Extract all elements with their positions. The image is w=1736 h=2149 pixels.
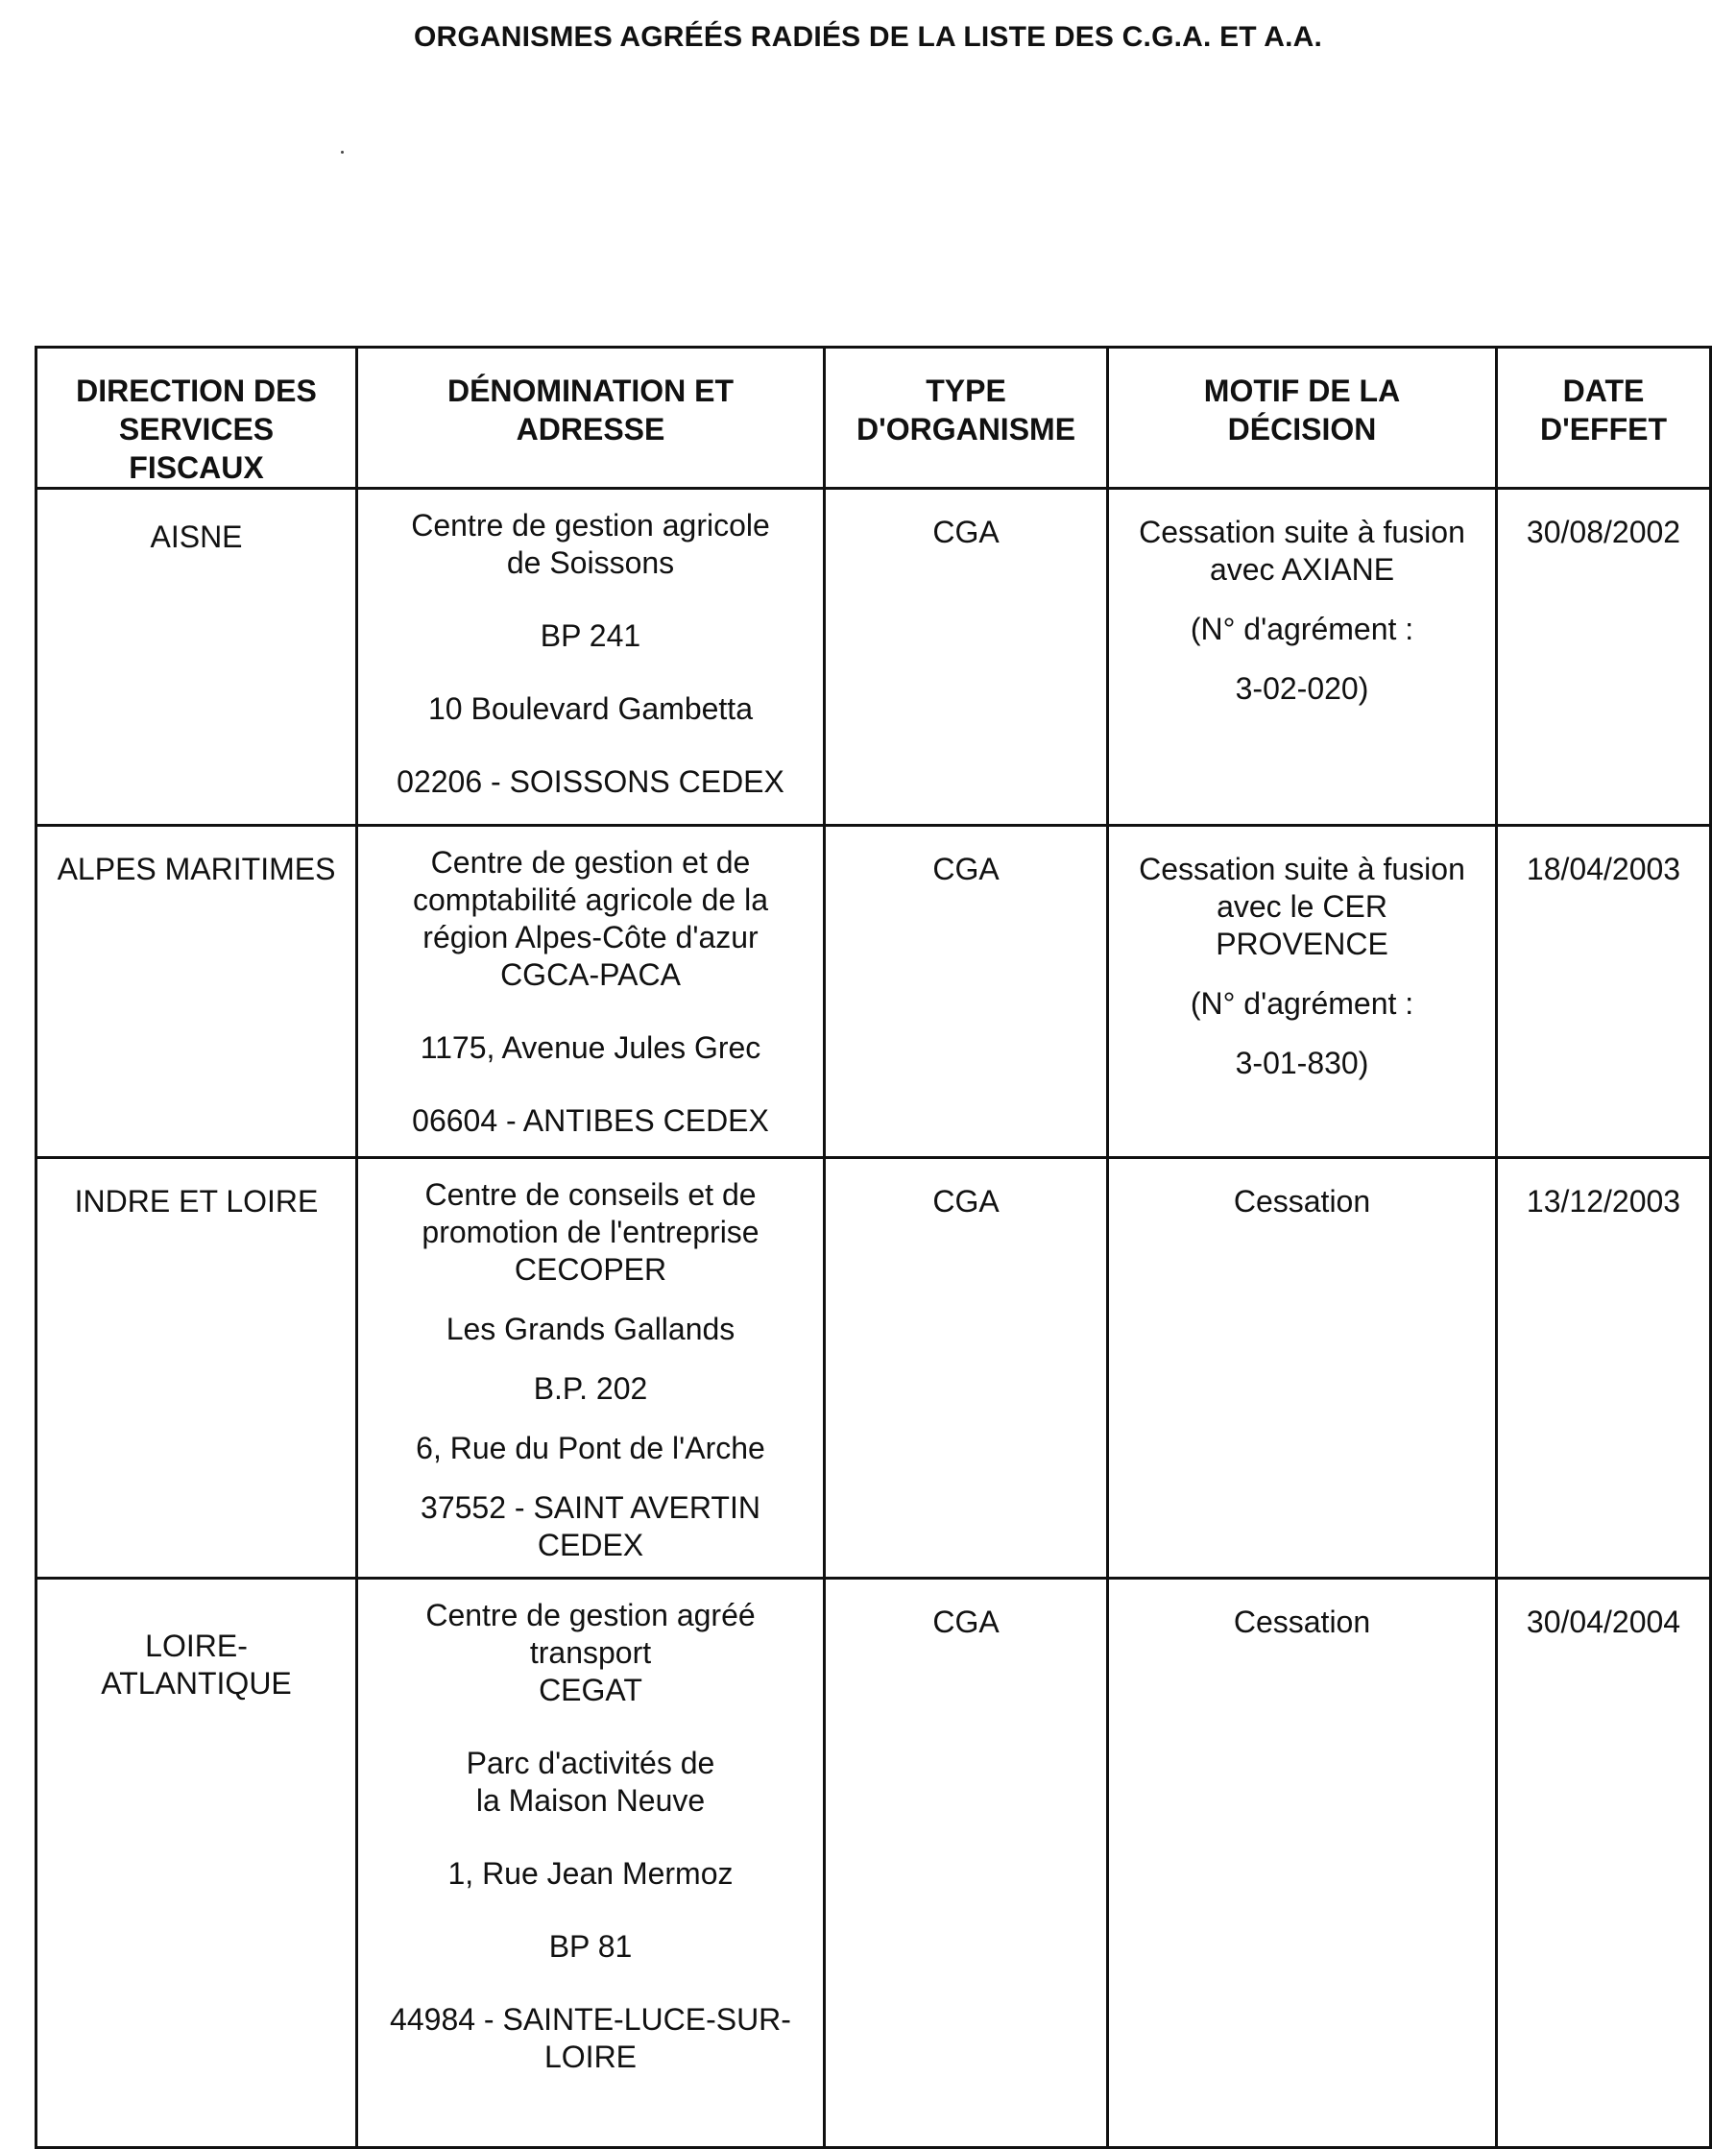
cell-denomination: Centre de conseils et de promotion de l'entreprise CECOPER Les Grands Gallands B.P. 202 6, Rue du Pont de l'Arche 37552 - SAINT AVERTIN CEDEX	[357, 1158, 825, 1579]
cell-date: 30/04/2004	[1497, 1579, 1711, 2148]
header-denomination: DÉNOMINATION ET ADRESSE	[357, 348, 825, 489]
cell-motif: Cessation suite à fusion avec le CER PROVENCE (N° d'agrément : 3-01-830)	[1108, 826, 1497, 1158]
agency-table	[35, 346, 1712, 2149]
cell-denomination: Centre de gestion agricole de Soissons BP 241 10 Boulevard Gambetta 02206 - SOISSONS CEDEX	[357, 489, 825, 826]
cell-date: 13/12/2003	[1497, 1158, 1711, 1579]
header-type: TYPE D'ORGANISME	[825, 348, 1108, 489]
cell-date: 30/08/2002	[1497, 489, 1711, 826]
table-row	[36, 1158, 1711, 1579]
table-header-row	[36, 348, 1711, 489]
cell-direction: LOIRE- ATLANTIQUE	[36, 1579, 357, 2148]
cell-direction: ALPES MARITIMES	[36, 826, 357, 1158]
header-motif: MOTIF DE LA DÉCISION	[1108, 348, 1497, 489]
table-row	[36, 1579, 1711, 2148]
document-title: ORGANISMES AGRÉÉS RADIÉS DE LA LISTE DES C.G.A. ET A.A.	[413, 21, 1323, 53]
cell-motif: Cessation suite à fusion avec AXIANE (N° d'agrément : 3-02-020)	[1108, 489, 1497, 826]
cell-direction: INDRE ET LOIRE	[36, 1158, 357, 1579]
header-direction: DIRECTION DES SERVICES FISCAUX	[36, 348, 357, 489]
cell-motif: Cessation	[1108, 1158, 1497, 1579]
cell-denomination: Centre de gestion et de comptabilité agricole de la région Alpes-Côte d'azur CGCA-PACA 1175, Avenue Jules Grec 06604 - ANTIBES CEDEX	[357, 826, 825, 1158]
cell-type: CGA	[825, 1158, 1108, 1579]
cell-motif: Cessation	[1108, 1579, 1497, 2148]
cell-direction: AISNE	[36, 489, 357, 826]
cell-type: CGA	[825, 489, 1108, 826]
header-date: DATE D'EFFET	[1497, 348, 1711, 489]
cell-date: 18/04/2003	[1497, 826, 1711, 1158]
cell-type: CGA	[825, 826, 1108, 1158]
table-row	[36, 489, 1711, 826]
table-row	[36, 826, 1711, 1158]
scan-speck	[341, 151, 344, 154]
cell-type: CGA	[825, 1579, 1108, 2148]
cell-denomination: Centre de gestion agréé transport CEGAT Parc d'activités de la Maison Neuve 1, Rue Jean Mermoz BP 81 44984 - SAINTE-LUCE-SUR- LOIRE	[357, 1579, 825, 2148]
